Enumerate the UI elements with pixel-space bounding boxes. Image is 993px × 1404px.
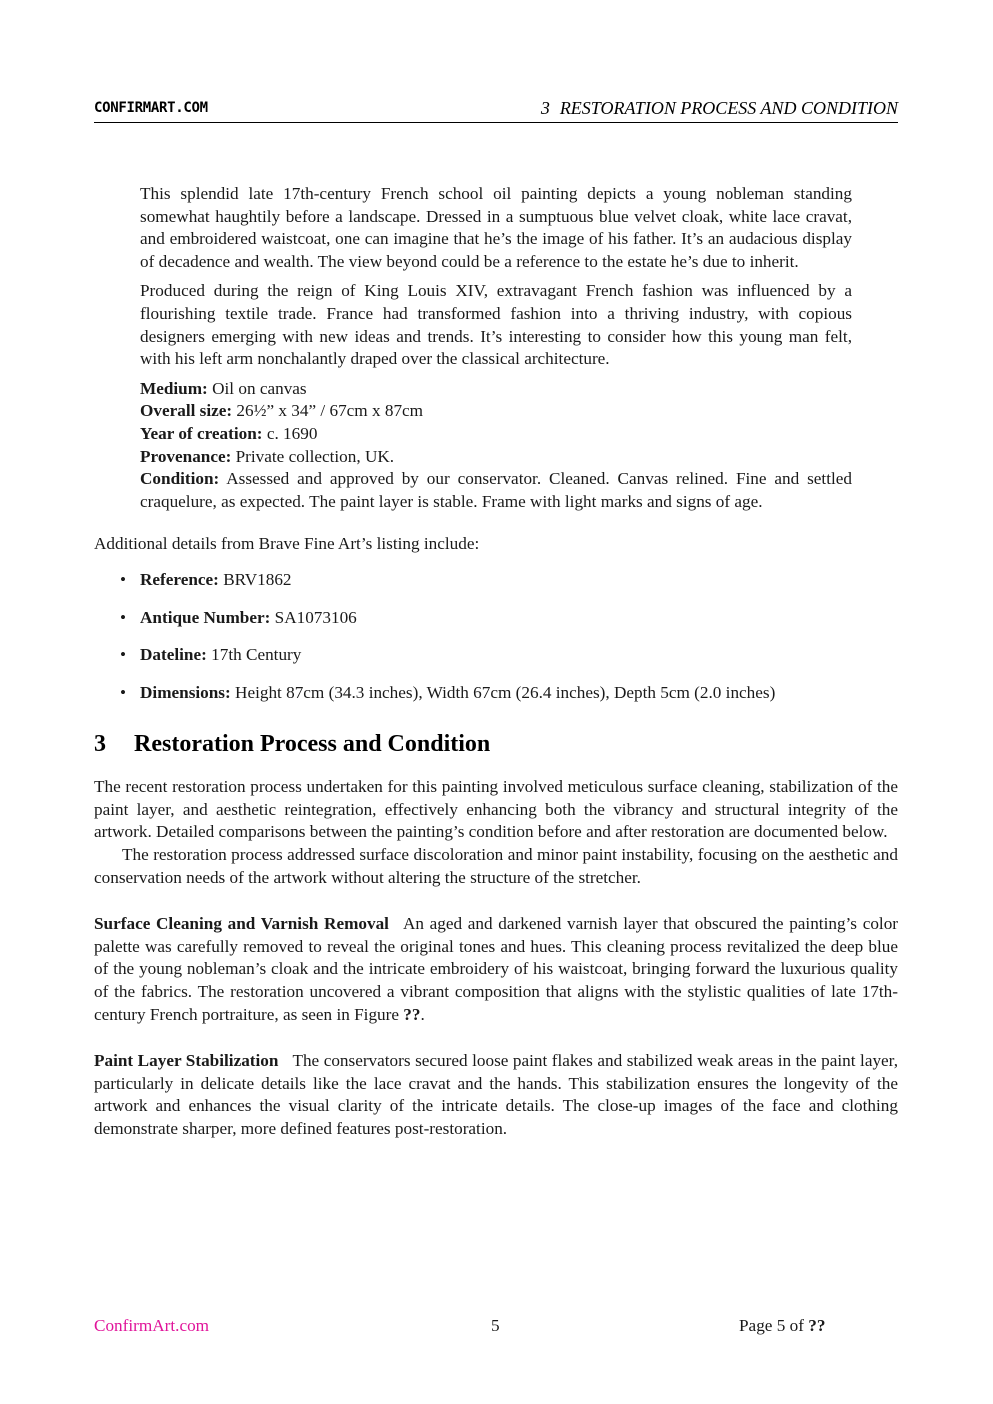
subparagraph-heading: Paint Layer Stabilization bbox=[94, 1051, 279, 1071]
section-heading bbox=[94, 731, 898, 758]
artwork-details bbox=[140, 378, 852, 514]
running-head-title: RESTORATION PROCESS AND CONDITION bbox=[559, 98, 898, 118]
detail-condition: Condition: Assessed and approved by our conservator. Cleaned. Canvas relined. Fine and settled craquelure, as expected. The paint layer is stable. Frame with light marks and signs of age. bbox=[140, 469, 852, 511]
confirmart-logo: CONFIRMART.COM bbox=[94, 100, 208, 116]
detail-overall-size: Overall size: 26½” x 34” / 67cm x 87cm bbox=[140, 401, 424, 421]
listing-intro: Additional details from Brave Fine Art’s listing include: bbox=[94, 534, 480, 554]
page-content bbox=[94, 183, 898, 1141]
quote-paragraph: This splendid late 17th-century French school oil painting depicts a young nobleman standing somewhat haughtily before a landscape. Dressed in a sumptuous blue velvet cloak, white lace cravat, and embroidered waistcoat, one can imagine that he’s the image of his father. It’s an audacious display of decadence and wealth. The view beyond could be a reference to the estate he’s due to inherit. bbox=[140, 184, 852, 271]
quote-paragraph: Produced during the reign of King Louis XIV, extravagant French fashion was influenced by a flourishing textile trade. France had transformed fashion into a thriving industry, with copious designers emerging with new ideas and trends. It’s interesting to consider how this young man felt, with his left arm nonchalantly draped over the classical architecture. bbox=[140, 281, 852, 369]
page-header bbox=[94, 98, 898, 123]
listing-details-list bbox=[120, 569, 898, 704]
page-footer bbox=[94, 1316, 898, 1340]
detail-provenance: Provenance: Private collection, UK. bbox=[140, 446, 395, 466]
list-item: • Dateline: 17th Century bbox=[120, 644, 898, 667]
running-head bbox=[541, 98, 898, 119]
section-number: 3 bbox=[94, 731, 106, 758]
listing-quote bbox=[140, 183, 852, 513]
footer-page-number: 5 bbox=[491, 1316, 500, 1335]
section-title: Restoration Process and Condition bbox=[134, 731, 491, 758]
subparagraph-text: An aged and darkened varnish layer that obscured the painting’s color palette was carefully removed to reveal the original tones and hues. This cleaning process revitalized the deep blue of the young nobleman’s cloak and the intricate embroidery of his waistcoat, bringing forward the luxurious quality of the fabrics. The restoration uncovered a vibrant composition that aligns with the stylistic qualities of late 17th-century French portraiture, as seen in Figure bbox=[94, 914, 899, 1024]
detail-medium: Medium: Oil on canvas bbox=[140, 378, 307, 398]
subparagraph-text: The conservators secured loose paint flakes and stabilized weak areas in the paint layer, particularly in delicate details like the lace cravat and the hands. This stabilization ensures the longevity of the artwork and enhances the visual clarity of the intricate details. The close-up images of the face and clothing demonstrate sharper, more defined features post-restoration. bbox=[94, 1051, 899, 1138]
list-item: • Antique Number: SA1073106 bbox=[120, 607, 898, 630]
footer-page-of: Page 5 of ?? bbox=[739, 1316, 826, 1335]
section-paragraph: The restoration process addressed surface discoloration and minor paint instability, focusing on the aesthetic and conservation needs of the artwork without altering the structure of the stretcher. bbox=[94, 845, 898, 887]
list-item: • Reference: BRV1862 bbox=[120, 569, 898, 592]
detail-year: Year of creation: c. 1690 bbox=[140, 423, 318, 443]
running-head-number: 3 bbox=[540, 98, 550, 118]
list-item: • Dimensions: Height 87cm (34.3 inches), Width 67cm (26.4 inches), Depth 5cm (2.0 inches) bbox=[120, 682, 898, 705]
subparagraph-paint-stabilization bbox=[94, 1050, 898, 1140]
subparagraph-surface-cleaning: Surface Cleaning and Varnish Removal An aged and darkened varnish layer that obscured the painting’s color palette was carefully removed to reveal the original tones and hues. This cleaning process revitalized the deep blue of the young nobleman’s cloak and the intricate embroidery of his waistcoat, bringing forward the luxurious quality of the fabrics. The restoration uncovered a vibrant composition that aligns with the stylistic qualities of late 17th-century French portraiture, as seen in Figure ??. bbox=[94, 914, 899, 1024]
subparagraph-heading: Surface Cleaning and Varnish Removal bbox=[94, 914, 389, 934]
figure-ref[interactable]: ?? bbox=[403, 1004, 421, 1024]
section-paragraph: The recent restoration process undertaken for this painting involved meticulous surface cleaning, stabilization of the paint layer, and aesthetic reintegration, effectively enhancing both the vibrancy and structural integrity of the artwork. Detailed comparisons between the painting’s condition before and after restoration are documented below. bbox=[94, 777, 898, 842]
footer-site-link[interactable]: ConfirmArt.com bbox=[94, 1316, 210, 1335]
